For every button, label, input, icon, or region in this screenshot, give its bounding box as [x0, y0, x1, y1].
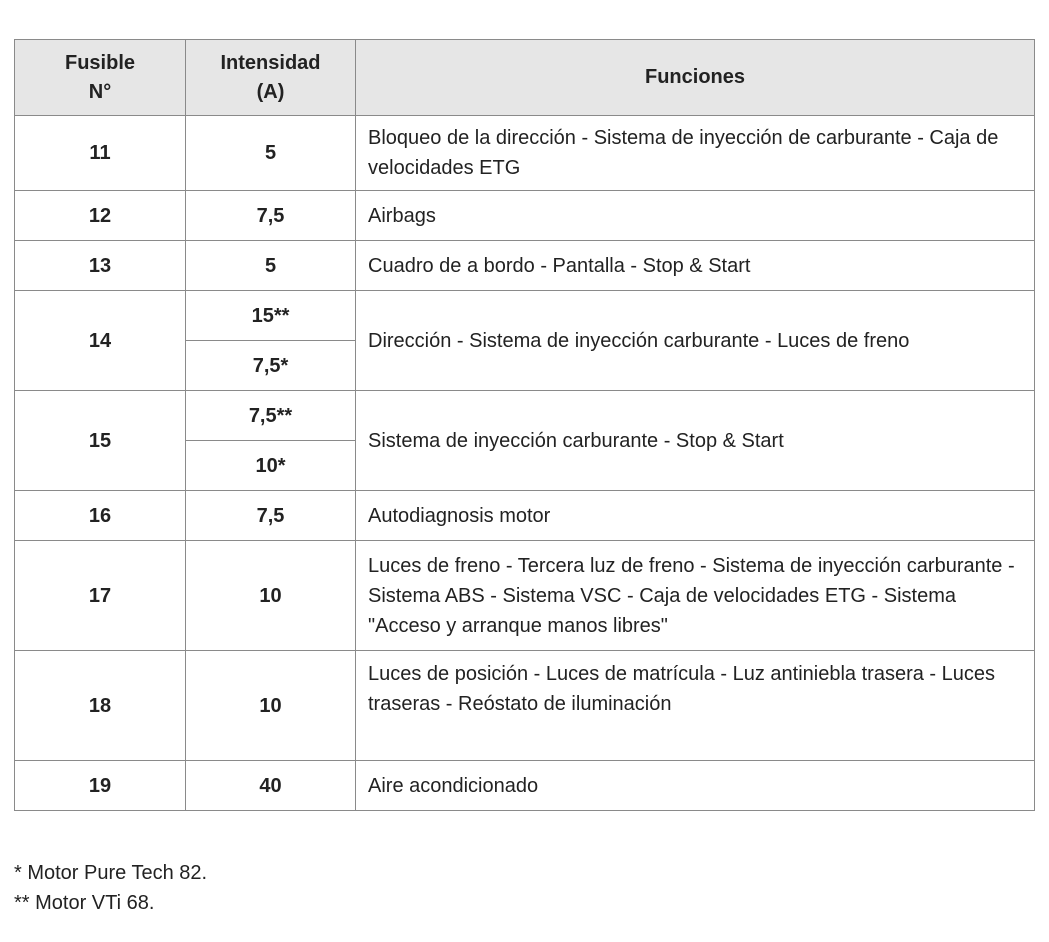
fuse-function: Sistema de inyección carburante - Stop & Start — [356, 391, 1035, 491]
fuse-number: 11 — [15, 116, 186, 191]
fuse-number: 18 — [15, 651, 186, 761]
header-row — [15, 40, 1035, 116]
table-row — [15, 651, 1035, 761]
fuse-function: Autodiagnosis motor — [356, 491, 1035, 541]
fuse-intensity: 7,5** — [186, 391, 356, 441]
fuse-intensity: 7,5 — [186, 491, 356, 541]
fuse-intensity: 10 — [186, 541, 356, 651]
fuse-intensity: 7,5 — [186, 191, 356, 241]
fuse-intensity: 5 — [186, 241, 356, 291]
table-row — [15, 241, 1035, 291]
fuse-intensity: 5 — [186, 116, 356, 191]
fuse-intensity: 40 — [186, 761, 356, 811]
fuse-intensity: 10 — [186, 651, 356, 761]
table-body — [15, 116, 1035, 811]
footnotes — [14, 858, 207, 918]
table-row — [15, 191, 1035, 241]
header-fuse-number: Fusible N° — [15, 40, 186, 116]
footnote-single-asterisk: * Motor Pure Tech 82. — [14, 862, 208, 884]
fuse-number: 13 — [15, 241, 186, 291]
table-row — [15, 116, 1035, 191]
fuse-function: Cuadro de a bordo - Pantalla - Stop & Start — [356, 241, 1035, 291]
table-row — [15, 491, 1035, 541]
fuse-function: Luces de freno - Tercera luz de freno - Sistema de inyección carburante - Sistema ABS - Sistema VSC - Caja de velocidades ETG - Sistema "Acceso y arranque manos libres" — [356, 541, 1035, 651]
fuse-table — [14, 39, 1035, 811]
fuse-intensity: 15** — [186, 291, 356, 341]
fuse-function: Aire acondicionado — [356, 761, 1035, 811]
table-row — [15, 541, 1035, 651]
table-row — [15, 761, 1035, 811]
header-intensity: Intensidad (A) — [186, 40, 356, 116]
fuse-function: Luces de posición - Luces de matrícula - Luz antiniebla trasera - Luces traseras - Reóstato de iluminación — [356, 651, 1035, 761]
table-row — [15, 291, 1035, 341]
table-header — [15, 40, 1035, 116]
fuse-function: Bloqueo de la dirección - Sistema de inyección de carburante - Caja de velocidades ETG — [356, 116, 1035, 191]
footnote-double-asterisk: ** Motor VTi 68. — [14, 892, 155, 914]
header-functions: Funciones — [356, 40, 1035, 116]
fuse-number: 16 — [15, 491, 186, 541]
fuse-number: 12 — [15, 191, 186, 241]
fuse-number: 14 — [15, 291, 186, 391]
fuse-function: Dirección - Sistema de inyección carburante - Luces de freno — [356, 291, 1035, 391]
fuse-function: Airbags — [356, 191, 1035, 241]
fuse-intensity: 7,5* — [186, 341, 356, 391]
fuse-number: 19 — [15, 761, 186, 811]
table-row — [15, 391, 1035, 441]
fuse-intensity: 10* — [186, 441, 356, 491]
fuse-number: 15 — [15, 391, 186, 491]
fuse-number: 17 — [15, 541, 186, 651]
